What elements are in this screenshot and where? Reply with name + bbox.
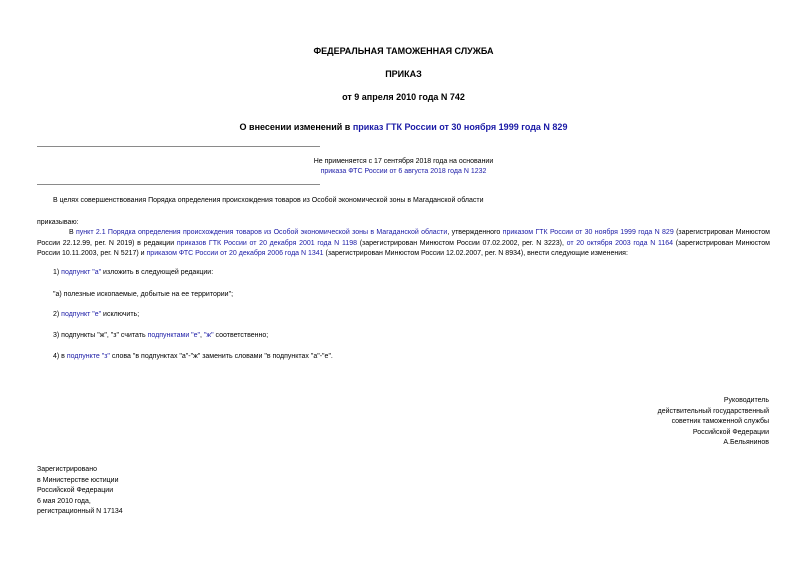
registration-line2: в Министерстве юстиции [37,476,119,484]
title-link[interactable]: приказ ГТК России от 30 ноября 1999 года N 829 [352,122,568,132]
link-order-1198[interactable]: приказов ГТК России от 20 декабря 2001 года N 1198 [176,239,357,247]
signature-name: А.Бельянинов [723,439,769,446]
document-date-number: от 9 апреля 2010 года N 742 [342,92,465,102]
registration-number: регистрационный N 17134 [37,508,123,515]
item-4-link[interactable]: подпункте "з" [66,353,110,360]
registration-date: 6 мая 2010 года, [37,497,91,505]
signature-rank-1: действительный государственный [657,407,769,415]
main-paragraph [37,228,770,260]
link-punkt-2-1[interactable]: пункт 2.1 Порядка определения происхождения товаров из Особой экономической зоны в Магаданской области [76,229,448,236]
main-text-3: (зарегистрирован Минюстом России 22.12.99, рег. N 2019) в редакции [37,229,770,247]
item-1-link[interactable]: подпункт "а" [61,269,102,276]
item-1 [37,269,213,276]
order-word: приказываю: [37,219,79,226]
status-note-link[interactable]: приказа ФТС России от 6 августа 2018 года N 1232 [320,168,487,175]
registration-block [37,465,123,518]
main-text-1: В [69,229,77,236]
main-text-4: (зарегистрирован Минюстом России 07.02.2002, рег. N 3223), [357,239,567,247]
document-title [0,122,807,132]
item-2-text: исключить; [101,311,140,318]
preamble: В целях совершенствования Порядка определения происхождения товаров из Особой экономической зоны в Магаданской области [53,197,484,204]
item-1-prefix: 1) [53,269,62,276]
signature-block [658,396,769,449]
signature-country: Российской Федерации [692,428,769,436]
item-3-separator: , [200,332,204,339]
item-3-link-e[interactable]: подпунктами "е" [147,332,201,339]
signature-position: Руководитель [723,397,769,404]
signature-rank-2: советник таможенной службы [671,418,769,425]
item-3-link-zh[interactable]: "ж" [203,332,214,339]
item-2 [37,311,139,318]
document-type: ПРИКАЗ [385,69,422,79]
divider-top [37,146,320,147]
item-3-text: соответственно; [213,332,269,339]
status-note-line1: Не применяется с 17 сентября 2018 года на основании [313,158,494,165]
link-order-829[interactable]: приказом ГТК России от 30 ноября 1999 года N 829 [502,229,674,236]
item-1-text: изложить в следующей редакции: [101,269,214,276]
link-order-1164[interactable]: от 20 октября 2003 года N 1164 [566,239,674,247]
item-2-link[interactable]: подпункт "е" [61,311,102,318]
title-prefix: О внесении изменений в [239,122,353,132]
registration-line1: Зарегистрировано [37,466,97,473]
main-text-6: (зарегистрирован Минюстом России 12.02.2007, рег. N 8934), внести следующие изменения: [323,250,628,257]
item-4 [37,353,333,360]
status-note [0,157,807,177]
link-order-1341[interactable]: приказом ФТС России от 20 декабря 2006 года N 1341 [146,250,324,257]
main-text-5: (зарегистрирован Минюстом России 10.11.2003, рег. N 5217) и [37,239,770,257]
item-3-prefix: 3) подпункты "ж", "з" считать [53,332,148,339]
divider-bottom [37,184,320,185]
main-text-2: , утвержденного [447,229,503,236]
item-4-prefix: 4) в [53,353,67,360]
item-3 [37,332,268,339]
item-2-prefix: 2) [53,311,62,318]
item-1-quote: "а) полезные ископаемые, добытые на ее территории"; [53,291,234,298]
agency-name: ФЕДЕРАЛЬНАЯ ТАМОЖЕННАЯ СЛУЖБА [313,46,494,56]
item-4-text: слова "в подпунктах "а"-"ж" заменить словами "в подпунктах "а"-"е". [109,353,333,360]
registration-line3: Российской Федерации [37,487,114,494]
